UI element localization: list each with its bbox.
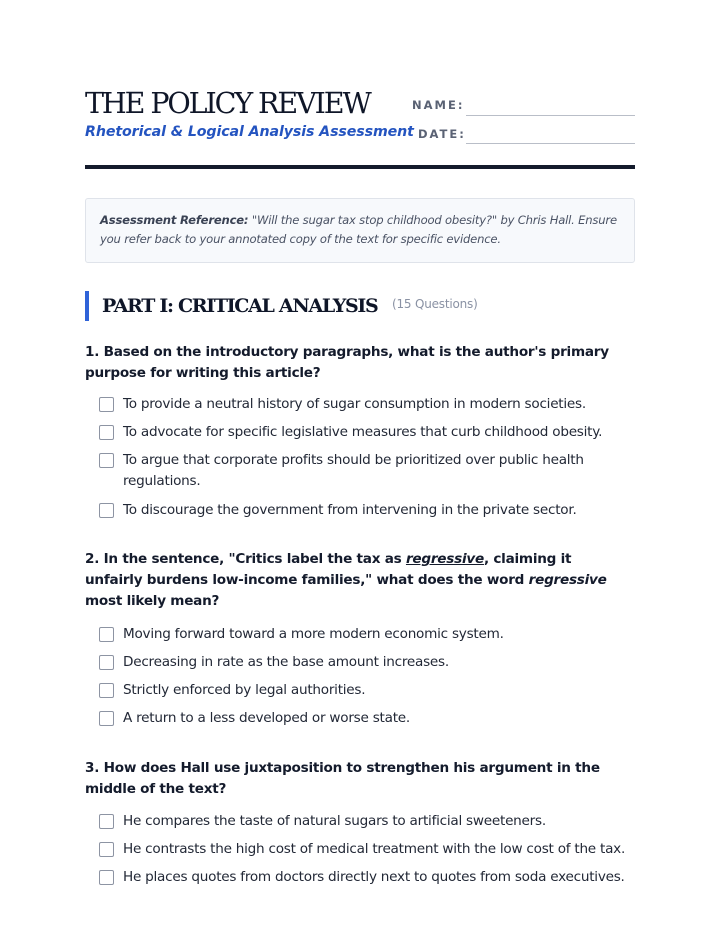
reference-body: "Will the sugar tax stop childhood obesity?" by Chris Hall. Ensure you refer back to your annotated copy of the text for specific evidence. — [100, 213, 617, 246]
reference-text — [100, 211, 620, 249]
checkbox[interactable] — [99, 397, 114, 412]
date-label: DATE: — [418, 127, 466, 141]
question-1-option-d[interactable] — [99, 500, 639, 521]
checkbox[interactable] — [99, 711, 114, 726]
question-2-option-b[interactable] — [99, 652, 639, 673]
checkbox[interactable] — [99, 503, 114, 518]
page-title: THE POLICY REVIEW — [85, 87, 370, 120]
question-2-text-b: , claiming it unfairly burdens low-income families," what does the word — [85, 551, 572, 588]
name-field[interactable] — [466, 115, 635, 116]
checkbox[interactable] — [99, 683, 114, 698]
name-label: NAME: — [412, 98, 465, 112]
option-label: Moving forward toward a more modern economic system. — [123, 626, 504, 642]
option-label: To discourage the government from intervening in the private sector. — [123, 502, 577, 518]
option-label: Strictly enforced by legal authorities. — [123, 682, 366, 698]
section-accent-bar — [85, 291, 89, 321]
question-3-option-b[interactable] — [99, 839, 639, 860]
option-label: To provide a neutral history of sugar consumption in modern societies. — [123, 396, 586, 412]
option-label: A return to a less developed or worse state. — [123, 710, 410, 726]
checkbox[interactable] — [99, 627, 114, 642]
checkbox[interactable] — [99, 453, 114, 468]
checkbox[interactable] — [99, 425, 114, 440]
question-2 — [85, 549, 615, 612]
checkbox[interactable] — [99, 814, 114, 829]
question-3-option-c[interactable] — [99, 867, 639, 888]
header-divider — [85, 165, 635, 169]
question-2-option-d[interactable] — [99, 708, 639, 729]
question-1-option-a[interactable] — [99, 394, 639, 415]
checkbox[interactable] — [99, 842, 114, 857]
reference-label: Assessment Reference: — [100, 213, 249, 227]
question-3-option-a[interactable] — [99, 811, 639, 832]
question-1-option-c[interactable] — [99, 450, 639, 492]
question-1-option-b[interactable] — [99, 422, 639, 443]
date-field[interactable] — [466, 143, 635, 144]
reference-box — [85, 198, 635, 263]
question-2-text-a: 2. In the sentence, "Critics label the tax as — [85, 551, 406, 567]
checkbox[interactable] — [99, 870, 114, 885]
option-label: He compares the taste of natural sugars to artificial sweeteners. — [123, 813, 546, 829]
option-label: To advocate for specific legislative measures that curb childhood obesity. — [123, 424, 603, 440]
question-2-option-a[interactable] — [99, 624, 639, 645]
question-1: 1. Based on the introductory paragraphs, what is the author's primary purpose for writing this article? — [85, 344, 609, 381]
option-label: To argue that corporate profits should be prioritized over public health regulations. — [123, 452, 584, 489]
header — [85, 86, 635, 156]
section-question-count: (15 Questions) — [392, 297, 478, 311]
question-3: 3. How does Hall use juxtaposition to strengthen his argument in the middle of the text? — [85, 760, 600, 797]
option-label: He contrasts the high cost of medical treatment with the low cost of the tax. — [123, 841, 626, 857]
option-label: He places quotes from doctors directly next to quotes from soda executives. — [123, 869, 625, 885]
question-2-option-c[interactable] — [99, 680, 639, 701]
checkbox[interactable] — [99, 655, 114, 670]
question-2-keyword: regressive — [405, 551, 484, 567]
section-title: PART I: CRITICAL ANALYSIS — [102, 295, 378, 317]
option-label: Decreasing in rate as the base amount increases. — [123, 654, 449, 670]
page-subtitle: Rhetorical & Logical Analysis Assessment — [85, 124, 414, 140]
question-2-text-c: most likely mean? — [85, 593, 220, 609]
question-2-keyword-2: regressive — [528, 572, 607, 588]
